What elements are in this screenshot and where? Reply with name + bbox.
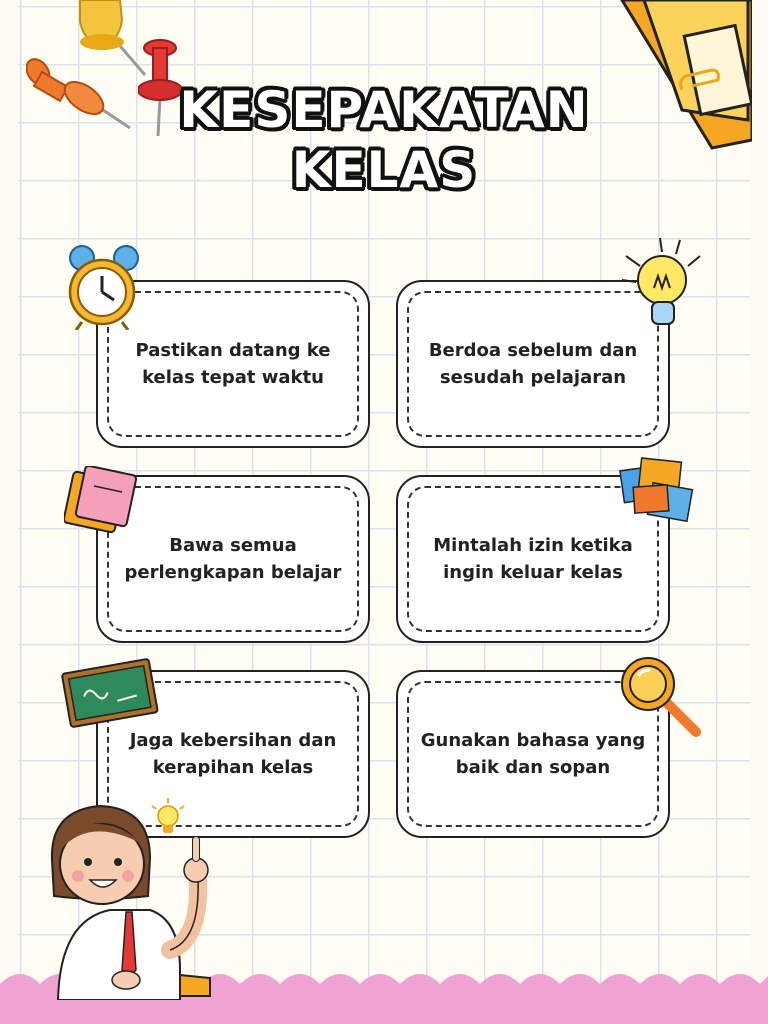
girl-character-illustration [30, 800, 230, 1000]
rule-text: Gunakan bahasa yang baik dan sopan [420, 730, 646, 778]
sticky-notes-icon [616, 456, 696, 530]
rule-text: Pastikan datang ke kelas tepat waktu [135, 340, 331, 388]
rule-text: Mintalah izin ketika ingin keluar kelas [433, 535, 633, 583]
notebooks-icon [64, 466, 144, 536]
page-title-line-2: KELAS [291, 141, 477, 199]
light-bulb-icon [620, 236, 706, 336]
rule-text: Berdoa sebelum dan sesudah pelajaran [428, 340, 638, 388]
rule-text: Bawa semua perlengkapan belajar [124, 535, 342, 583]
rule-text: Jaga kebersihan dan kerapihan kelas [129, 730, 337, 778]
chalkboard-icon [60, 656, 160, 732]
magnifier-icon [618, 654, 704, 740]
alarm-clock-icon [64, 240, 148, 330]
page-title-line-1: KESEPAKATAN [179, 81, 589, 139]
